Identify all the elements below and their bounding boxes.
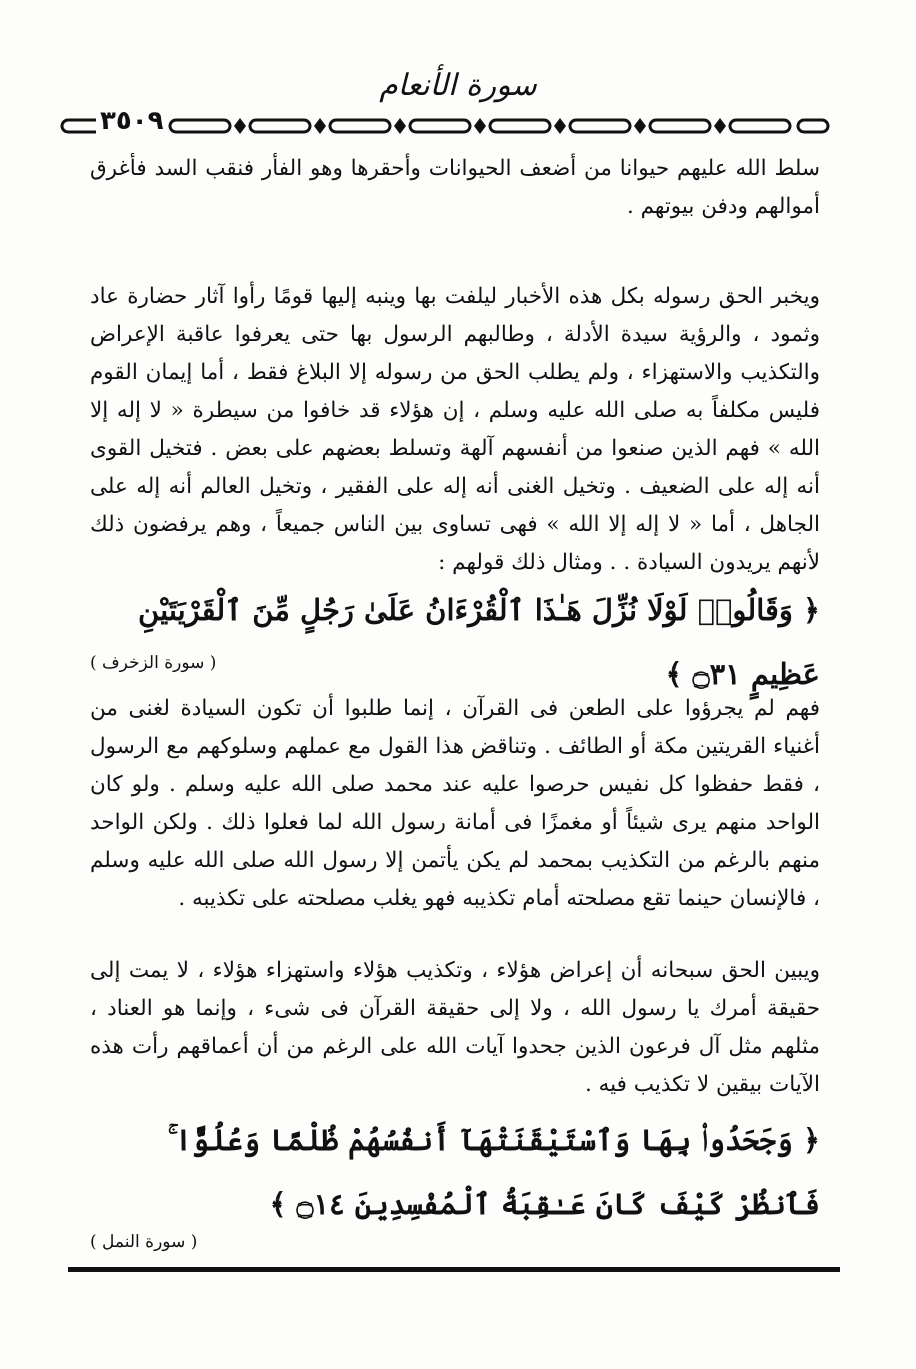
paragraph-4: ويبين الحق سبحانه أن إعراض هؤلاء ، وتكذيب هؤلاء واستهزاء هؤلاء ، لا يمت إلى حقيقة أمرك يا رسول الله ، ولا إلى حقيقة القرآن فى شىء ، وإنما هو العناد ، مثلهم مثل آل فرعون الذين جحدوا آيات الله على الرغم من أن أعماقهم رأت هذه الآيات بيقين لا تكذيب فيه .	[90, 958, 820, 1097]
quran-verse-1: ﴿ وَقَالُوا۟ لَوْلَا نُزِّلَ هَـٰذَا ٱلْقُرْءَانُ عَلَىٰ رَجُلٍ مِّنَ ٱلْقَرْيَتَيْنِ عَظِيمٍ ۝٣١ ﴾	[138, 593, 820, 691]
paragraph-3: فهم لم يجرؤوا على الطعن فى القرآن ، إنما طلبوا أن تكون السيادة لغنى من أغنياء القريتين مكة أو الطائف . وتناقض هذا القول مع عملهم وسلوكهم مع الرسول ، فقط حفظوا كل نفيس حرصوا عليه عند محمد صلى الله عليه وسلم . ولو كان الواحد منهم يرى شيئاً أو مغمزًا فى أمانة رسول الله لما فعلوا ذلك . ولكن الواحد منهم بالرغم من التكذيب بمحمد لم يكن يأتمن إلا رسول الله صلى الله عليه وسلم ، فالإنسان حينما تقع مصلحته أمام تكذيبه فهو يغلب مصلحته على تكذيبه .	[90, 696, 820, 911]
paragraph-1: سلط الله عليهم حيوانا من أضعف الحيوانات وأحقرها وهو الفأر فنقب السد فأغرق أموالهم ودفن بيوتهم .	[90, 156, 820, 219]
paragraph-2: ويخبر الحق رسوله بكل هذه الأخبار ليلفت بها وينبه إليها قومًا رأوا آثار حضارة عاد وثمود ، والرؤية سيدة الأدلة ، وطالبهم الرسول بها حتى يعرفوا عاقبة الإعراض والتكذيب والاستهزاء ، ولم يطلب الحق من رسوله إلا البلاغ فقط ، أما إيمان القوم فليس مكلفاً به صلى الله عليه وسلم ، إن هؤلاء قد خافوا من سيطرة « لا إله إلا الله » فهم الذين صنعوا من أنفسهم آلهة وتسلط بعضهم على بعض . فتخيل القوى أنه إله على الضعيف . وتخيل الغنى أنه إله على الفقير ، وتخيل العالم أنه إله على الجاهل ، أما « لا إله إلا الله » فهى تساوى بين الناس جميعاً ، وهم يرفضون ذلك لأنهم يريدون السيادة . . ومثال ذلك قولهم :	[90, 284, 820, 575]
page-header-title: سورة الأنعام	[379, 68, 537, 103]
quran-verse-2: ﴿ وَجَحَدُوا۟ بِهَا وَٱسْتَيْقَنَتْهَآ أَنفُسُهُمْ ظُلْمًا وَعُلُوًّا ۚ فَٱنظُرْ كَيْفَ كَانَ عَـٰقِبَةُ ٱلْمُفْسِدِينَ ۝١٤ ﴾	[167, 1123, 820, 1221]
bottom-rule	[68, 1267, 840, 1272]
surah-reference-2: ( سورة النمل )	[90, 1232, 198, 1252]
page-number: ٣٥٠٩	[96, 106, 167, 136]
header-ornament	[60, 112, 830, 140]
surah-reference-1: ( سورة الزخرف )	[90, 653, 217, 673]
